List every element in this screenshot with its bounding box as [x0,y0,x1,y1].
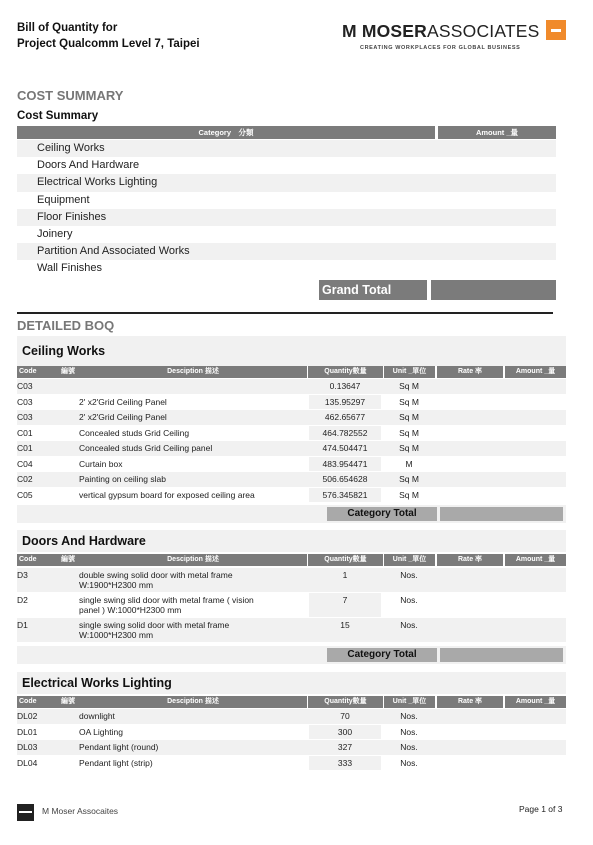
description-cell: 2' x2'Grid Ceiling Panel [79,412,167,422]
table-row [17,395,566,410]
description-cell-line-2: panel ) W:1000*H2300 mm [79,605,182,615]
code-cell: C03 [17,381,33,391]
grand-total-label: Grand Total [319,280,427,300]
cost-summary-section-title: COST SUMMARY [17,88,124,103]
table-row [17,756,566,771]
description-cell: vertical gypsum board for exposed ceiling area [79,489,255,500]
summary-row: Wall Finishes [37,262,102,275]
description-cell: downlight [79,711,115,721]
summary-row: Floor Finishes [17,209,556,226]
description-cell-line-1: single swing slid door with metal frame ( vision [79,595,254,605]
document-title-line-2: Project Qualcomm Level 7, Taipei [17,38,200,50]
quantity-cell: 327 [337,742,353,752]
summary-row: Equipment [37,193,90,206]
quantity-cell: 15 [340,620,350,630]
description-cell: Pendant light (strip) [79,757,153,768]
quantity-cell: 483.954471 [322,458,368,469]
description-cell: Curtain box [79,458,123,469]
column-header-qty: Quantity數量 [308,696,383,708]
table-row [17,472,566,487]
column-header-qty: Quantity數量 [308,366,383,378]
quantity-cell: 462.65677 [324,412,366,422]
footer-company-name: M Moser Assocaites [42,806,119,816]
table-row [17,568,566,592]
column-header-unit: Unit _單位 [384,696,435,708]
code-cell: DL04 [17,757,38,768]
logo-bold-text: M MOSER [342,21,428,41]
category-heading: Ceiling Works [17,336,566,366]
quantity-cell: 506.654628 [322,474,368,484]
code-cell: C03 [17,396,33,407]
unit-cell: Sq M [399,474,419,484]
column-header-code-cn: 編號 [59,696,81,708]
code-cell: DL02 [17,711,38,721]
column-header-amount: Amount _量 [505,366,566,378]
unit-cell: Sq M [399,396,419,407]
code-cell: C03 [17,412,33,422]
description-cell: Concealed studs Grid Ceiling panel [79,443,213,453]
code-cell: C01 [17,443,33,453]
category-total-value [440,648,563,662]
document-title-line-1: Bill of Quantity for [17,22,118,34]
document-title [17,20,200,52]
description-cell: OA Lighting [79,726,123,737]
column-header-desc: Desciption 描述 [79,554,307,566]
table-header [17,366,566,378]
description-cell: Concealed studs Grid Ceiling [79,427,190,438]
quantity-cell: 70 [340,711,350,721]
column-header-amount: Amount _量 [505,696,566,708]
summary-row: Joinery [37,227,73,240]
column-header-unit: Unit _單位 [384,554,435,566]
summary-row: Electrical Works Lighting [17,174,556,191]
column-header-unit: Unit _單位 [384,366,435,378]
quantity-cell: 0.13647 [329,381,361,391]
table-row [17,410,566,425]
unit-cell: Sq M [399,443,419,453]
code-cell: C02 [17,474,33,484]
code-cell: C01 [17,427,33,438]
summary-category-list [17,140,556,278]
row-shading [17,379,566,394]
summary-category-header: Category 分類 [17,126,435,139]
table-row [17,740,566,755]
column-header-code: Code [17,554,61,566]
column-header-desc: Desciption 描述 [79,366,307,378]
category-heading: Electrical Works Lighting [17,672,566,694]
unit-cell: Nos. [400,726,418,737]
quantity-cell: 576.345821 [322,489,368,500]
grand-total-value [431,280,556,300]
code-cell: D3 [17,570,28,580]
quantity-cell: 7 [342,595,348,605]
unit-cell: Nos. [400,595,418,605]
detailed-boq-section-title: DETAILED BOQ [17,318,115,333]
category-total-label: Category Total [327,507,437,521]
unit-cell: Sq M [399,412,419,422]
cost-summary-subtitle: Cost Summary [17,110,99,122]
category-total-value [440,507,563,521]
summary-amount-header: Amount _量 [438,126,556,139]
table-row [17,379,566,394]
table-row [17,457,566,472]
quantity-cell: 474.504471 [322,443,368,453]
description-cell-line-1: single swing solid door with metal frame [79,620,230,630]
code-cell: C04 [17,458,33,469]
unit-cell: Sq M [399,489,419,500]
code-cell: C05 [17,489,33,500]
column-header-rate: Rate 率 [437,696,503,708]
company-logo [342,20,566,51]
column-header-rate: Rate 率 [437,366,503,378]
column-header-code: Code [17,696,61,708]
logo-mark-icon [546,20,566,40]
unit-cell: M [405,458,413,469]
unit-cell: Nos. [400,742,418,752]
table-row [17,709,566,724]
table-row [17,426,566,441]
code-cell: DL03 [17,742,38,752]
unit-cell: Sq M [399,427,419,438]
quantity-cell: 333 [337,757,353,768]
column-header-rate: Rate 率 [437,554,503,566]
logo-rest-text: ASSOCIATES [427,21,540,41]
category-total-label: Category Total [327,648,437,662]
table-row [17,488,566,503]
summary-row: Ceiling Works [17,140,556,157]
quantity-cell: 464.782552 [322,427,368,438]
table-header [17,696,566,708]
code-cell: D2 [17,595,28,605]
quantity-cell: 135.95297 [324,396,366,407]
description-cell: Pendant light (round) [79,742,159,752]
summary-row: Partition And Associated Works [17,243,556,260]
table-row [17,725,566,740]
column-header-qty: Quantity數量 [308,554,383,566]
logo-tagline: CREATING WORKPLACES FOR GLOBAL BUSINESS [360,45,521,51]
category-heading: Doors And Hardware [17,530,566,552]
code-cell: DL01 [17,726,38,737]
table-row [17,441,566,456]
footer-page-number: Page 1 of 3 [519,804,563,814]
unit-cell: Nos. [400,757,418,768]
description-cell-line-2: W:1000*H2300 mm [79,630,154,640]
column-header-code-cn: 編號 [59,366,81,378]
column-header-amount: Amount _量 [505,554,566,566]
quantity-cell: 300 [337,726,353,737]
unit-cell: Nos. [400,570,418,580]
section-divider [17,312,553,314]
footer-logo-icon [17,804,34,821]
table-row [17,618,566,642]
unit-cell: Sq M [399,381,419,391]
column-header-code: Code [17,366,61,378]
column-header-desc: Desciption 描述 [79,696,307,708]
table-header [17,554,566,566]
description-cell: 2' x2'Grid Ceiling Panel [79,396,167,407]
description-cell-line-1: double swing solid door with metal frame [79,570,233,580]
table-row [17,593,566,617]
summary-row: Doors And Hardware [37,159,140,172]
description-cell-line-2: W:1900*H2300 mm [79,580,154,590]
unit-cell: Nos. [400,711,418,721]
description-cell: Painting on ceiling slab [79,474,166,484]
code-cell: D1 [17,620,28,630]
quantity-cell: 1 [342,570,348,580]
unit-cell: Nos. [400,620,418,630]
column-header-code-cn: 編號 [59,554,81,566]
